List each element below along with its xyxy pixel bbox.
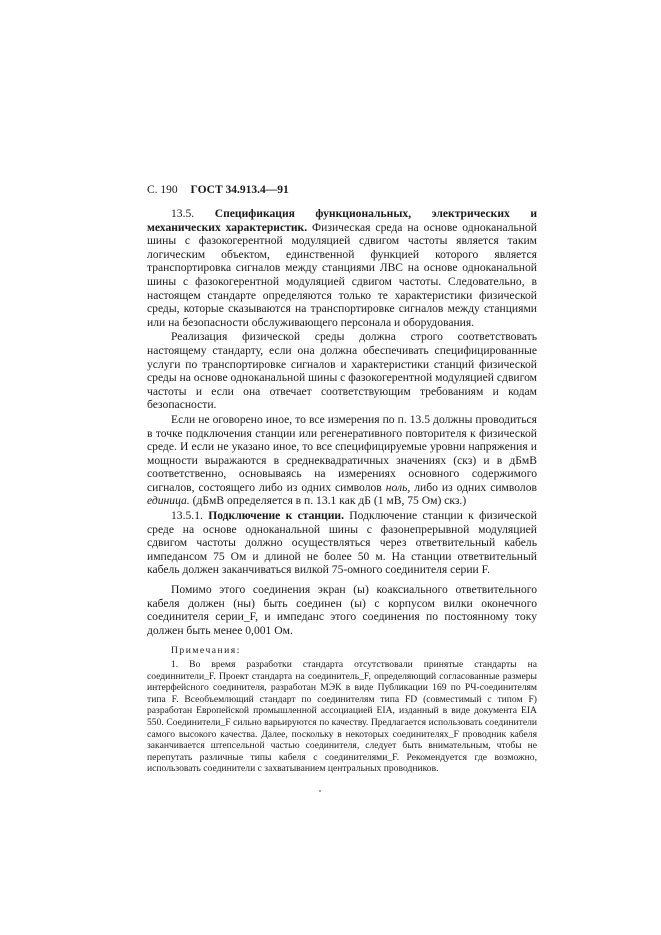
section-13-5-1-title: Подключение к станции.: [208, 509, 344, 523]
measurements-dbmv-note: (дБмВ определяется в п. 13.1 как дБ (1 мВ, 75 Ом) скз.): [192, 494, 467, 508]
notes-title: Примечания:: [171, 645, 241, 657]
standard-designation: ГОСТ 34.913.4—91: [190, 184, 289, 196]
section-13-5: [147, 207, 537, 329]
section-13-5-text: Физическая среда на основе одноканальной шины с фазокогерентной модуляцией сдвигом частоты является таким логическим объектом, единственной функцией которого является транспортировка сигналов между станциями ЛВС на основе одноканальной шины с фазокогерентной модуляцией сдвигом частоты. Следовательно, в настоящем стандарте определяются только те характеристики физической среды, которые сказываются на транспортировке сигналов между станциями или на безопасности обслуживающего персонала и оборудования.: [147, 220, 537, 329]
measurements-text: Если не оговорено иное, то все измерения по п. 13.5 должны проводиться в точке подключения станции или регенеративного повторителя к физической среде. И если не указано иное, то все специфицируемые уровни напряжения и мощности выражаются в среднеквадратичных значениях (скз) и в дБмВ соответственно, основываясь на измерениях основного содержимого сигналов, состоящего либо из одних символов: [147, 412, 537, 494]
section-13-5-title: Спецификация функциональных, электрических и механических характеристик.: [147, 207, 538, 234]
page-number: С. 190: [147, 184, 178, 196]
document-page: [147, 183, 537, 775]
paragraph-realization: Реализация физической среды должна строго соответствовать настоящему стандарту, если она должна обеспечивать специфицированные услуги по транспортировке сигналов и характеристики станций физической среды на основе одноканальной шины с фазокогерентной модуляцией сдвигом частоты и если она отвечает соответствующим требованиям и кодам безопасности.: [147, 330, 537, 412]
main-text: [147, 207, 537, 637]
measurements-middle: либо из одних символов: [414, 480, 537, 494]
section-13-5-1-text: Подключение станции к физической среде на основе одноканальной шины с фазонепрерывной модуляцией сдвигом частоты должно осуществляться через ответвительный кабель импедансом 75 Ом и длиной не более 50 м. На станции ответвительный кабель должен заканчиваться вилкой 75-омного соединителя серии F.: [147, 509, 537, 577]
scan-speck: [319, 790, 321, 792]
paragraph-screen: Помимо этого соединения экран (ы) коаксиального ответвительного кабеля должен (ны) быть соединен (ы) с корпусом вилки оконечного соединителя серии_F, и импеданс этого соединения по постоянному току должен быть менее 0,001 Ом.: [147, 583, 537, 637]
symbol-noll: ноль,: [385, 480, 411, 494]
paragraph-measurements: [147, 413, 537, 508]
note-1: 1. Во время разработки стандарта отсутствовали принятые стандарты на соединнители_F. Проект стандарта на соединитель_F, определяющий согласованные размеры интерфейсного соединителя, разработан МЭК в виде Публикации 169 по РЧ-соединителям типа F. Всеобъемлющий стандарт по соединителям типа FD (совместимый с типом F) разработан Европейской промышленной ассоциацией EIA, изданный в виде документа EIA 550. Соединители_F сильно варьируются по качеству. Предлагается использовать соединители самого высокого качества. Далее, поскольку в некоторых соединителях_F проводник кабеля заканчивается штепсельной частью соединителя, следует быть внимательным, чтобы не перепутать различные типы кабеля с соединителями_F. Рекомендуется где возможно, использовать соединители с захватыванием центральных проводников.: [147, 659, 537, 775]
section-13-5-1-number: 13.5.1.: [171, 509, 203, 523]
symbol-edinitsa: единица.: [147, 494, 190, 508]
notes-block: [147, 645, 537, 775]
section-13-5-number: 13.5.: [171, 207, 195, 220]
section-13-5-1: [147, 509, 537, 577]
page-header: [147, 183, 537, 197]
